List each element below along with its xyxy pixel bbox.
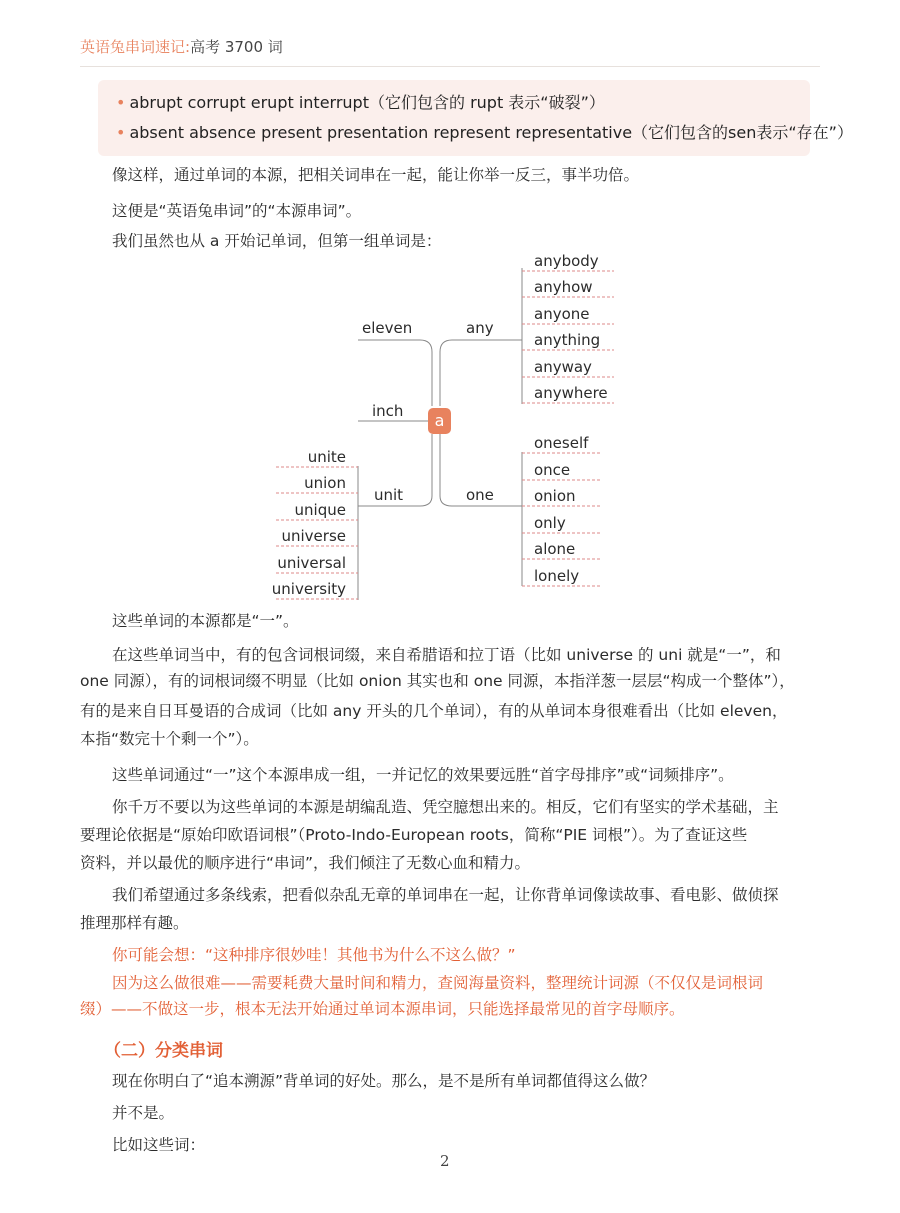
branch-label-unit: unit bbox=[374, 486, 404, 504]
unit-word: unite bbox=[307, 448, 346, 466]
one-word: lonely bbox=[534, 567, 580, 585]
paragraph: 这便是“英语兔串词”的“本源串词”。 bbox=[112, 202, 362, 220]
one-word: alone bbox=[534, 540, 576, 558]
paragraph: 本指“数完十个剩一个”）。 bbox=[80, 730, 259, 748]
paragraph: 我们虽然也从 a 开始记单词，但第一组单词是： bbox=[112, 232, 442, 250]
unit-word: unique bbox=[294, 501, 346, 519]
branch-label-one: one bbox=[466, 486, 494, 504]
unit-word: universal bbox=[277, 554, 346, 572]
word-inch: inch bbox=[372, 402, 404, 420]
bullet-icon: • bbox=[116, 93, 126, 112]
paragraph: 并不是。 bbox=[112, 1104, 175, 1122]
center-node-label: a bbox=[434, 411, 445, 430]
example-line-rupt: • abrupt corrupt erupt interrupt（它们包含的 rupt 表示“破裂”） bbox=[116, 93, 605, 112]
one-word: oneself bbox=[534, 434, 589, 452]
one-word: once bbox=[534, 461, 571, 479]
highlight-question: 你可能会想：“这种排序很妙哇！其他书为什么不这么做？” bbox=[112, 946, 516, 964]
paragraph: 在这些单词当中，有的包含词根词缀，来自希腊语和拉丁语（比如 universe 的 uni 就是“一”，和 bbox=[112, 646, 781, 664]
any-connector bbox=[440, 340, 508, 406]
paragraph: one 同源），有的词根词缀不明显（比如 onion 其实也和 one 同源，本指洋葱一层层“构成一个整体”）， bbox=[80, 672, 795, 690]
unit-word: universe bbox=[281, 527, 346, 545]
eleven-connector bbox=[358, 340, 432, 406]
unit-word: university bbox=[271, 580, 346, 598]
paragraph: 你千万不要以为这些单词的本源是胡编乱造、凭空臆想出来的。相反，它们有坚实的学术基础，主 bbox=[112, 798, 779, 816]
any-word: anything bbox=[534, 331, 601, 349]
paragraph: 比如这些词： bbox=[112, 1136, 206, 1154]
word-eleven: eleven bbox=[362, 319, 413, 337]
paragraph: 有的是来自日耳曼语的合成词（比如 any 开头的几个单词），有的从单词本身很难看出（比如 eleven， bbox=[80, 702, 788, 720]
paragraph: 资料，并以最优的顺序进行“串词”，我们倾注了无数心血和精力。 bbox=[80, 854, 531, 872]
one-word: onion bbox=[534, 487, 576, 505]
any-word: anyhow bbox=[534, 278, 593, 296]
paragraph: 这些单词的本源都是“一”。 bbox=[112, 612, 299, 630]
paragraph: 我们希望通过多条线索，把看似杂乱无章的单词串在一起，让你背单词像读故事、看电影、做侦探 bbox=[112, 886, 779, 904]
word-mind-map bbox=[0, 240, 900, 612]
example-line-sen: • absent absence present presentation represent representative（它们包含的sen表示“存在”） bbox=[116, 123, 853, 142]
one-word: only bbox=[534, 514, 566, 532]
any-word: anybody bbox=[534, 252, 599, 270]
any-word: anyone bbox=[534, 305, 590, 323]
book-brand: 英语兔串词速记: bbox=[80, 38, 191, 56]
section-heading: （二）分类串词 bbox=[104, 1041, 223, 1061]
page-number: 2 bbox=[440, 1152, 450, 1170]
unit-word: union bbox=[304, 474, 346, 492]
paragraph: 现在你明白了“追本溯源”背单词的好处。那么，是不是所有单词都值得这么做？ bbox=[112, 1072, 656, 1090]
bullet-icon: • bbox=[116, 123, 126, 142]
highlight-answer: 因为这么做很难——需要耗费大量时间和精力，查阅海量资料，整理统计词源（不仅仅是词根词 bbox=[112, 974, 764, 992]
header-rule bbox=[80, 66, 820, 67]
book-subtitle: 高考 3700 词 bbox=[190, 38, 283, 56]
branch-label-any: any bbox=[466, 319, 494, 337]
any-word: anywhere bbox=[534, 384, 608, 402]
running-header bbox=[80, 36, 283, 57]
paragraph: 要理论依据是“原始印欧语词根”（Proto-Indo-European roots，简称“PIE 词根”）。为了查证这些 bbox=[80, 826, 748, 844]
example-box bbox=[98, 80, 853, 156]
paragraph: 这些单词通过“一”这个本源串成一组，一并记忆的效果要远胜“首字母排序”或“词频排序”。 bbox=[112, 766, 734, 784]
any-word: anyway bbox=[534, 358, 592, 376]
highlight-answer: 缀）——不做这一步，根本无法开始通过单词本源串词，只能选择最常见的首字母顺序。 bbox=[80, 1000, 685, 1018]
paragraph: 推理那样有趣。 bbox=[80, 914, 189, 932]
paragraph: 像这样，通过单词的本源，把相关词串在一起，能让你举一反三，事半功倍。 bbox=[112, 166, 640, 184]
